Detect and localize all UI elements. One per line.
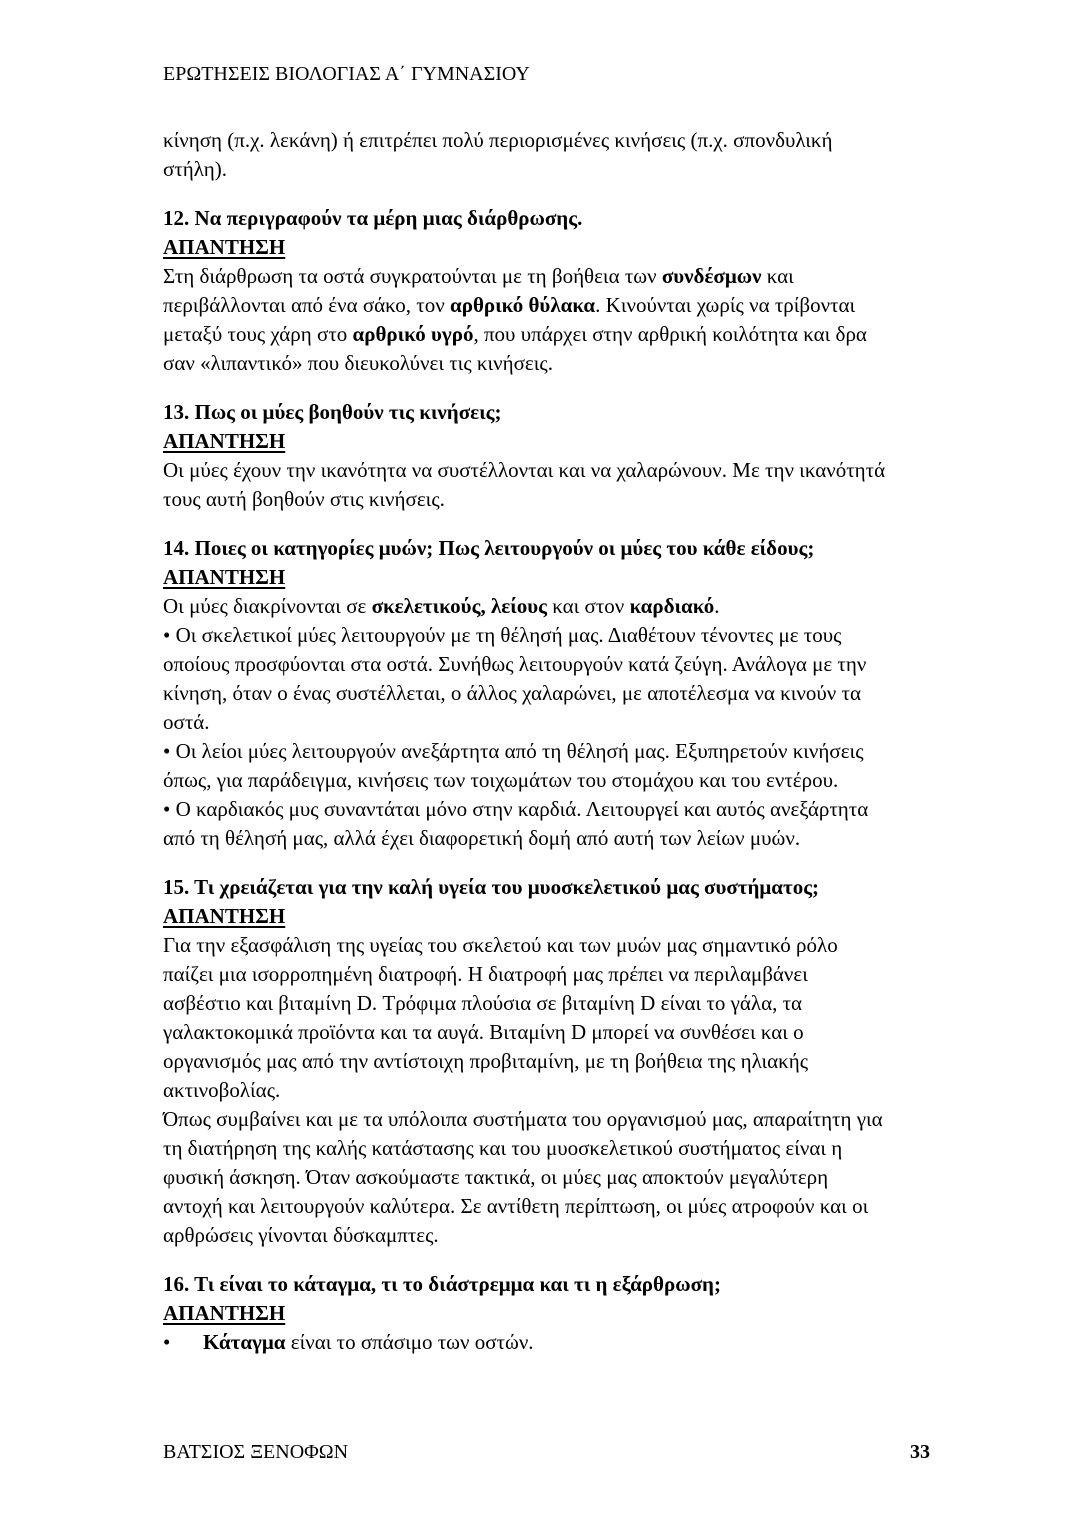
- text-run: όπως, για παράδειγμα, κινήσεις των τοιχωμάτων του στομάχου και του εντέρου.: [163, 768, 839, 792]
- text-run: ασβέστιο και βιταμίνη D. Τρόφιμα πλούσια σε βιταμίνη D είναι το γάλα, τα: [163, 991, 803, 1015]
- answer-label: ΑΠΑΝΤΗΣΗ: [163, 1301, 286, 1325]
- paragraph-block: [163, 126, 933, 184]
- answer-label-line: [163, 902, 933, 931]
- answer-label: ΑΠΑΝΤΗΣΗ: [163, 565, 286, 589]
- text-run: και στον: [547, 594, 630, 618]
- content: [163, 126, 933, 1357]
- question-title: 16. Τι είναι το κάταγμα, τι το διάστρεμμα και τι η εξάρθρωση;: [163, 1272, 721, 1296]
- text-run: Οι μύες έχουν την ικανότητα να συστέλλονται και να χαλαρώνουν. Με την ικανότητά: [163, 458, 886, 482]
- question-title: 13. Πως οι μύες βοηθούν τις κινήσεις;: [163, 400, 502, 424]
- text-line: [163, 1221, 933, 1250]
- text-run: οργανισμός μας από την αντίστοιχη προβιταμίνη, με τη βοήθεια της ηλιακής: [163, 1049, 809, 1073]
- text-run: μεταξύ τους χάρη στο: [163, 322, 353, 346]
- text-line: [163, 931, 933, 960]
- text-run: Στη διάρθρωση τα οστά συγκρατούνται με τη βοήθεια των: [163, 264, 662, 288]
- text-line: [163, 155, 933, 184]
- text-run: κίνηση, όταν ο ένας συστέλλεται, ο άλλος χαλαρώνει, με αποτέλεσμα να κινούν τα: [163, 681, 861, 705]
- text-run: είναι το σπάσιμο των οστών.: [285, 1330, 534, 1354]
- answer-label-line: [163, 233, 933, 262]
- text-line: [163, 824, 933, 853]
- text-run: , που υπάρχει στην αρθρική κοιλότητα και δρα: [473, 322, 867, 346]
- text-run: τους αυτή βοηθούν στις κινήσεις.: [163, 487, 445, 511]
- question-block-12: [163, 204, 933, 378]
- text-run: • Ο καρδιακός μυς συναντάται μόνο στην καρδιά. Λειτουργεί και αυτός ανεξάρτητα: [163, 797, 869, 821]
- text-line: [163, 737, 933, 766]
- text-line: [163, 679, 933, 708]
- page-number: 33: [910, 1441, 930, 1463]
- text-run: οστά.: [163, 710, 210, 734]
- text-run: . Κινούνται χωρίς να τρίβονται: [595, 293, 856, 317]
- text-line: [163, 766, 933, 795]
- text-line: [163, 960, 933, 989]
- text-line: [163, 320, 933, 349]
- text-line: [163, 291, 933, 320]
- text-line: [163, 1076, 933, 1105]
- footer-author: ΒΑΤΣΙΟΣ ΞΕΝΟΦΩΝ: [163, 1441, 349, 1463]
- answer-label: ΑΠΑΝΤΗΣΗ: [163, 235, 286, 259]
- text-line: [163, 262, 933, 291]
- text-line: [163, 795, 933, 824]
- text-line: [163, 1163, 933, 1192]
- text-run: .: [714, 594, 720, 618]
- answer-label: ΑΠΑΝΤΗΣΗ: [163, 904, 286, 928]
- question-title: 14. Ποιες οι κατηγορίες μυών; Πως λειτουργούν οι μύες του κάθε είδους;: [163, 536, 815, 560]
- text-run: αντοχή και λειτουργούν καλύτερα. Σε αντίθετη περίπτωση, οι μύες ατροφούν και οι: [163, 1194, 869, 1218]
- text-line: [163, 650, 933, 679]
- text-line: [163, 1047, 933, 1076]
- text-line: [163, 456, 933, 485]
- text-run: και: [761, 264, 794, 288]
- question-block-13: [163, 398, 933, 514]
- text-run: • Οι λείοι μύες λειτουργούν ανεξάρτητα από τη θέλησή μας. Εξυπηρετούν κινήσεις: [163, 739, 864, 763]
- bold-text-run: συνδέσμων: [661, 264, 762, 288]
- bullet-icon: •: [163, 1330, 171, 1354]
- text-run: στήλη).: [163, 157, 227, 181]
- text-run: αρθρώσεις γίνονται δύσκαμπτες.: [163, 1223, 439, 1247]
- bold-text-run: αρθρικό υγρό: [352, 322, 474, 346]
- text-line: [163, 1018, 933, 1047]
- text-run: ακτινοβολίας.: [163, 1078, 281, 1102]
- answer-label-line: [163, 427, 933, 456]
- text-run: Για την εξασφάλιση της υγείας του σκελετού και των μυών μας σημαντικό ρόλο: [163, 933, 838, 957]
- text-run: περιβάλλονται από ένα σάκο, τον: [163, 293, 450, 317]
- text-run: οποίους προσφύονται στα οστά. Συνήθως λειτουργούν κατά ζεύγη. Ανάλογα με την: [163, 652, 867, 676]
- text-line: [163, 708, 933, 737]
- text-run: Οι μύες διακρίνονται σε: [163, 594, 372, 618]
- question-block-14: [163, 534, 933, 853]
- answer-label-line: [163, 563, 933, 592]
- text-line: [163, 1134, 933, 1163]
- answer-label-line: [163, 1299, 933, 1328]
- text-line: [163, 1328, 933, 1357]
- text-run: τη διατήρηση της καλής κατάστασης και του μυοσκελετικού συστήματος είναι η: [163, 1136, 843, 1160]
- text-run: κίνηση (π.χ. λεκάνη) ή επιτρέπει πολύ περιορισμένες κινήσεις (π.χ. σπονδυλική: [163, 128, 833, 152]
- text-run: • Οι σκελετικοί μύες λειτουργούν με τη θέλησή μας. Διαθέτουν τένοντες με τους: [163, 623, 842, 647]
- text-line: [163, 1192, 933, 1221]
- question-block-15: [163, 873, 933, 1250]
- text-line: [163, 989, 933, 1018]
- text-line: [163, 592, 933, 621]
- text-line: [163, 1105, 933, 1134]
- question-block-16: [163, 1270, 933, 1357]
- text-line: [163, 485, 933, 514]
- page-header-title: ΕΡΩΤΗΣΕΙΣ ΒΙΟΛΟΓΙΑΣ Α΄ ΓΥΜΝΑΣΙΟΥ: [163, 63, 530, 85]
- text-run: φυσική άσκηση. Όταν ασκούμαστε τακτικά, οι μύες μας αποκτούν μεγαλύτερη: [163, 1165, 829, 1189]
- bold-text-run: καρδιακό: [629, 594, 715, 618]
- text-run: παίζει μια ισορροπημένη διατροφή. Η διατροφή μας πρέπει να περιλαμβάνει: [163, 962, 808, 986]
- text-line: [163, 621, 933, 650]
- text-line: [163, 349, 933, 378]
- bold-text-run: σκελετικούς, λείους: [371, 594, 547, 618]
- question-title: 12. Να περιγραφούν τα μέρη μιας διάρθρωσης.: [163, 206, 583, 230]
- page-footer: [163, 1438, 930, 1467]
- text-run: από τη θέλησή μας, αλλά έχει διαφορετική δομή από αυτή των λείων μυών.: [163, 826, 801, 850]
- text-run: Όπως συμβαίνει και με τα υπόλοιπα συστήματα του οργανισμού μας, απαραίτητη για: [163, 1107, 883, 1131]
- text-run: σαν «λιπαντικό» που διευκολύνει τις κινήσεις.: [163, 351, 553, 375]
- bold-text-run: αρθρικό θύλακα: [450, 293, 596, 317]
- bold-text-run: Κάταγμα: [203, 1330, 286, 1354]
- question-title: 15. Τι χρειάζεται για την καλή υγεία του μυοσκελετικού μας συστήματος;: [163, 875, 820, 899]
- text-line: [163, 126, 933, 155]
- text-run: γαλακτοκομικά προϊόντα και τα αυγά. Βιταμίνη D μπορεί να συνθέσει και ο: [163, 1020, 804, 1044]
- answer-label: ΑΠΑΝΤΗΣΗ: [163, 429, 286, 453]
